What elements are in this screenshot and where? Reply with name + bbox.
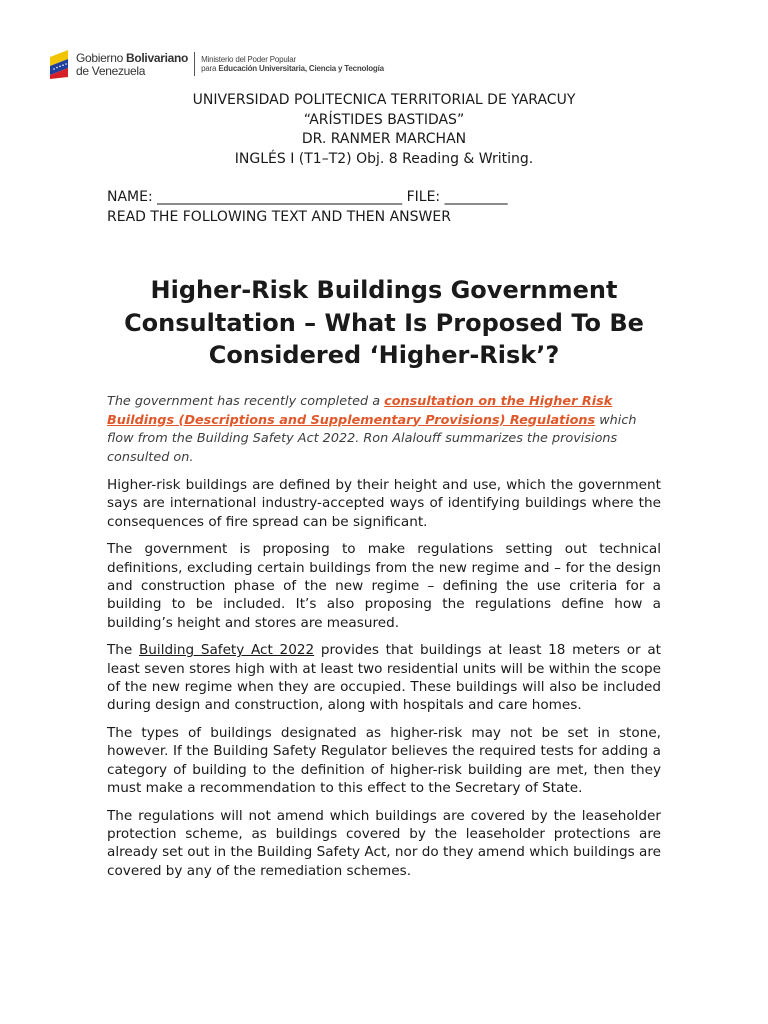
article-body — [107, 476, 661, 889]
article-intro — [107, 393, 663, 467]
paragraph-5: The regulations will not amend which buildings are covered by the leaseholder protection scheme, as buildings covered by the leaseholder protections are already set out in the Building Safety Act, nor do they amend which buildings are covered by any of the remediation schemes. — [107, 807, 661, 879]
government-name — [76, 52, 188, 77]
p3-text-after: provides that buildings at least 18 meters or at least seven stores high with at least two residential units will be within the scope of the new regime when they are occupied. These buildings will also be included during design and construction, along with hospitals and care homes. — [107, 642, 661, 714]
teacher-name: DR. RANMER MARCHAN — [301, 131, 467, 147]
logo-divider — [194, 52, 195, 76]
government-logo — [48, 46, 384, 82]
intro-text-before: The government has recently completed a — [107, 394, 385, 409]
university-subtitle: “ARÍSTIDES BASTIDAS” — [303, 111, 465, 128]
ministry-line1: Ministerio del Poder Popular — [201, 54, 296, 64]
ministry-line2-prefix: para — [201, 64, 219, 73]
paragraph-1: Higher-risk buildings are defined by their height and use, which the government says are international industry-accepted ways of identifying buildings where the consequences of fire spread can be significant. — [107, 477, 661, 530]
ministry-line2-name: Educación Universitaria, Ciencia y Tecnología — [218, 64, 384, 73]
p3-text-before: The — [107, 642, 139, 659]
article-title: Higher-Risk Buildings Government Consultation – What Is Proposed To Be Considered ‘Higher-Risk’? — [124, 276, 644, 369]
paragraph-3 — [107, 641, 661, 715]
paragraph-2: The government is proposing to make regulations setting out technical definitions, excluding certain buildings from the new regime and – for the design and construction phase of the new regime – defining the use criteria for a building to be included. It’s also proposing the regulations define how a building’s height and stores are measured. — [107, 541, 661, 631]
instruction-text: READ THE FOLLOWING TEXT AND THEN ANSWER — [107, 208, 451, 225]
venezuela-flag-icon — [48, 49, 70, 79]
gov-name-part2: Bolivariano — [126, 50, 189, 65]
student-fields — [107, 188, 508, 227]
building-safety-act-link[interactable]: Building Safety Act 2022 — [138, 642, 315, 659]
gov-name-line2: de Venezuela — [76, 63, 146, 78]
university-header — [106, 91, 662, 169]
intro-text-after: which flow from the Building Safety Act 2022. Ron Alalouff summarizes the provisions consulted on. — [107, 412, 637, 465]
gov-name-part1: Gobierno — [76, 50, 126, 65]
name-file-line: NAME: ___________________________________ FILE: _________ — [107, 189, 508, 205]
ministry-name — [201, 55, 384, 73]
university-name: UNIVERSIDAD POLITECNICA TERRITORIAL DE YARACUY — [192, 92, 576, 108]
consultation-link[interactable]: consultation on the Higher Risk Buildings (Descriptions and Supplementary Provisions) Regulations — [107, 394, 613, 428]
course-name: INGLÉS I (T1–T2) Obj. 8 Reading & Writing. — [234, 150, 534, 167]
paragraph-4: The types of buildings designated as higher-risk may not be set in stone, however. If the Building Safety Regulator believes the required tests for adding a category of building to the definition of higher-risk building are met, then they must make a recommendation to this effect to the Secretary of State. — [107, 724, 661, 797]
